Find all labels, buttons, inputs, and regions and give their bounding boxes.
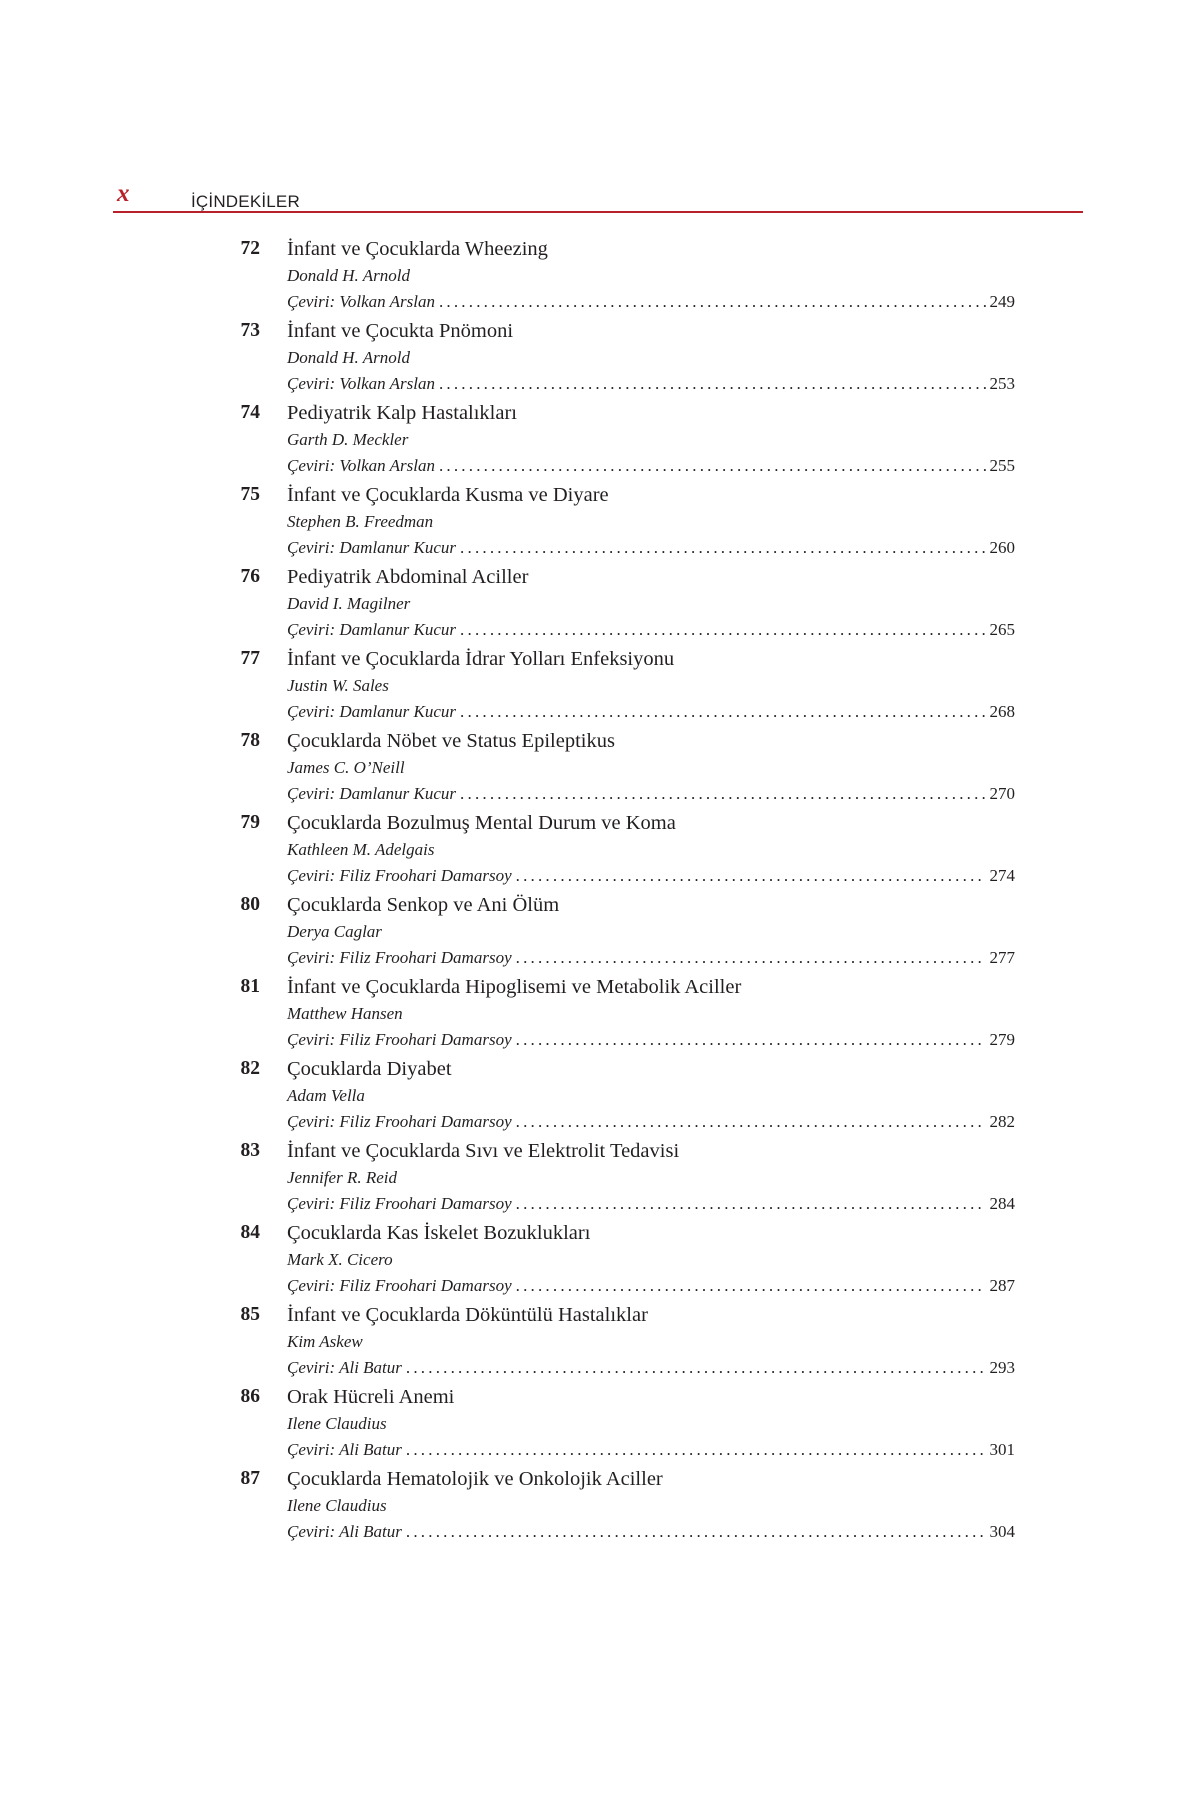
translator-line <box>287 1437 1015 1463</box>
translator-line <box>287 1273 1015 1299</box>
toc-entry <box>230 562 1015 644</box>
toc-entry <box>230 890 1015 972</box>
section-title: İÇİNDEKİLER <box>191 192 300 211</box>
toc-entry <box>230 808 1015 890</box>
chapter-number: 86 <box>240 1386 260 1407</box>
dot-leader <box>516 1273 986 1299</box>
chapter-title: İnfant ve Çocuklarda Kusma ve Diyare <box>287 484 609 506</box>
chapter-title: Çocuklarda Kas İskelet Bozuklukları <box>287 1222 591 1244</box>
chapter-translator: Çeviri: Filiz Froohari Damarsoy <box>287 1194 512 1213</box>
toc-entry <box>230 1300 1015 1382</box>
dot-leader <box>406 1437 986 1463</box>
dot-leader <box>516 1109 986 1135</box>
toc-entry <box>230 726 1015 808</box>
chapter-author: Donald H. Arnold <box>287 266 410 285</box>
chapter-title: Pediyatrik Kalp Hastalıkları <box>287 402 517 424</box>
dot-leader <box>406 1519 986 1545</box>
chapter-title: Çocuklarda Hematolojik ve Onkolojik Aciller <box>287 1468 663 1490</box>
translator-line <box>287 1109 1015 1135</box>
chapter-title: Çocuklarda Nöbet ve Status Epileptikus <box>287 730 615 752</box>
chapter-number: 73 <box>240 320 260 341</box>
chapter-title: Pediyatrik Abdominal Aciller <box>287 566 529 588</box>
chapter-page-number: 268 <box>989 702 1015 721</box>
chapter-translator: Çeviri: Filiz Froohari Damarsoy <box>287 1276 512 1295</box>
translator-line <box>287 699 1015 725</box>
chapter-number: 76 <box>240 566 260 587</box>
translator-line <box>287 945 1015 971</box>
toc-entry <box>230 234 1015 316</box>
chapter-title: Çocuklarda Diyabet <box>287 1058 452 1080</box>
chapter-author: Ilene Claudius <box>287 1496 387 1515</box>
chapter-author: David I. Magilner <box>287 594 411 613</box>
chapter-author: Matthew Hansen <box>287 1004 403 1023</box>
chapter-number: 72 <box>240 238 260 259</box>
translator-line <box>287 1027 1015 1053</box>
chapter-author: Mark X. Cicero <box>287 1250 393 1269</box>
translator-line <box>287 863 1015 889</box>
translator-line <box>287 453 1015 479</box>
chapter-translator: Çeviri: Damlanur Kucur <box>287 784 457 803</box>
translator-line <box>287 289 1015 315</box>
chapter-translator: Çeviri: Filiz Froohari Damarsoy <box>287 1030 512 1049</box>
translator-line <box>287 781 1015 807</box>
chapter-translator: Çeviri: Volkan Arslan <box>287 456 435 475</box>
toc-entry <box>230 1464 1015 1546</box>
dot-leader <box>460 699 985 725</box>
chapter-title: İnfant ve Çocuklarda Döküntülü Hastalıklar <box>287 1304 648 1326</box>
chapter-title: İnfant ve Çocuklarda Hipoglisemi ve Metabolik Aciller <box>287 976 742 998</box>
chapter-page-number: 270 <box>989 784 1015 803</box>
toc-entry <box>230 1382 1015 1464</box>
chapter-number: 80 <box>240 894 260 915</box>
translator-line <box>287 617 1015 643</box>
chapter-author: Jennifer R. Reid <box>287 1168 397 1187</box>
dot-leader <box>439 289 986 315</box>
chapter-number: 84 <box>240 1222 260 1243</box>
table-of-contents <box>230 234 1015 1546</box>
chapter-number: 87 <box>240 1468 260 1489</box>
chapter-title: Çocuklarda Senkop ve Ani Ölüm <box>287 894 560 916</box>
dot-leader <box>460 617 985 643</box>
chapter-author: Donald H. Arnold <box>287 348 410 367</box>
chapter-page-number: 287 <box>989 1276 1015 1295</box>
chapter-page-number: 255 <box>989 456 1015 475</box>
toc-entry <box>230 972 1015 1054</box>
translator-line <box>287 1191 1015 1217</box>
header-rule <box>113 211 1083 213</box>
chapter-page-number: 282 <box>989 1112 1015 1131</box>
chapter-number: 79 <box>240 812 260 833</box>
chapter-translator: Çeviri: Ali Batur <box>287 1440 402 1459</box>
chapter-number: 77 <box>240 648 260 669</box>
chapter-number: 83 <box>240 1140 260 1161</box>
chapter-title: Çocuklarda Bozulmuş Mental Durum ve Koma <box>287 812 676 834</box>
chapter-page-number: 260 <box>989 538 1015 557</box>
toc-entry <box>230 644 1015 726</box>
chapter-translator: Çeviri: Filiz Froohari Damarsoy <box>287 866 512 885</box>
toc-entry <box>230 316 1015 398</box>
chapter-page-number: 293 <box>989 1358 1015 1377</box>
toc-entry <box>230 1054 1015 1136</box>
translator-line <box>287 1355 1015 1381</box>
chapter-title: İnfant ve Çocukta Pnömoni <box>287 320 514 342</box>
chapter-page-number: 279 <box>989 1030 1015 1049</box>
chapter-title: Orak Hücreli Anemi <box>287 1386 455 1408</box>
dot-leader <box>439 371 986 397</box>
dot-leader <box>516 1191 986 1217</box>
dot-leader <box>516 945 986 971</box>
chapter-author: Garth D. Meckler <box>287 430 409 449</box>
chapter-translator: Çeviri: Ali Batur <box>287 1358 402 1377</box>
chapter-author: Justin W. Sales <box>287 676 389 695</box>
chapter-author: Kathleen M. Adelgais <box>287 840 435 859</box>
translator-line <box>287 1519 1015 1545</box>
chapter-title: İnfant ve Çocuklarda Sıvı ve Elektrolit Tedavisi <box>287 1140 680 1162</box>
translator-line <box>287 371 1015 397</box>
chapter-title: İnfant ve Çocuklarda İdrar Yolları Enfeksiyonu <box>287 648 675 670</box>
toc-entry <box>230 398 1015 480</box>
chapter-translator: Çeviri: Damlanur Kucur <box>287 620 457 639</box>
chapter-translator: Çeviri: Volkan Arslan <box>287 292 435 311</box>
chapter-author: Adam Vella <box>287 1086 365 1105</box>
chapter-page-number: 249 <box>989 292 1015 311</box>
dot-leader <box>460 535 985 561</box>
chapter-number: 74 <box>240 402 260 423</box>
dot-leader <box>439 453 986 479</box>
chapter-title: İnfant ve Çocuklarda Wheezing <box>287 238 548 260</box>
dot-leader <box>460 781 985 807</box>
chapter-author: Ilene Claudius <box>287 1414 387 1433</box>
chapter-translator: Çeviri: Damlanur Kucur <box>287 702 457 721</box>
toc-entry <box>230 480 1015 562</box>
chapter-page-number: 265 <box>989 620 1015 639</box>
chapter-translator: Çeviri: Volkan Arslan <box>287 374 435 393</box>
chapter-author: James C. O’Neill <box>287 758 405 777</box>
dot-leader <box>516 863 986 889</box>
chapter-page-number: 274 <box>989 866 1015 885</box>
translator-line <box>287 535 1015 561</box>
chapter-author: Derya Caglar <box>287 922 382 941</box>
chapter-number: 82 <box>240 1058 260 1079</box>
chapter-author: Stephen B. Freedman <box>287 512 434 531</box>
chapter-page-number: 304 <box>989 1522 1015 1541</box>
toc-entry <box>230 1136 1015 1218</box>
chapter-number: 85 <box>240 1304 260 1325</box>
chapter-page-number: 301 <box>989 1440 1015 1459</box>
chapter-number: 75 <box>240 484 260 505</box>
chapter-page-number: 284 <box>989 1194 1015 1213</box>
chapter-translator: Çeviri: Damlanur Kucur <box>287 538 457 557</box>
chapter-page-number: 253 <box>989 374 1015 393</box>
chapter-page-number: 277 <box>989 948 1015 967</box>
dot-leader <box>516 1027 986 1053</box>
chapter-author: Kim Askew <box>287 1332 363 1351</box>
dot-leader <box>406 1355 986 1381</box>
toc-entry <box>230 1218 1015 1300</box>
chapter-translator: Çeviri: Filiz Froohari Damarsoy <box>287 948 512 967</box>
page-number-roman: x <box>117 180 130 207</box>
chapter-translator: Çeviri: Ali Batur <box>287 1522 402 1541</box>
chapter-number: 78 <box>240 730 260 751</box>
chapter-translator: Çeviri: Filiz Froohari Damarsoy <box>287 1112 512 1131</box>
chapter-number: 81 <box>240 976 260 997</box>
page-header <box>113 180 1083 212</box>
